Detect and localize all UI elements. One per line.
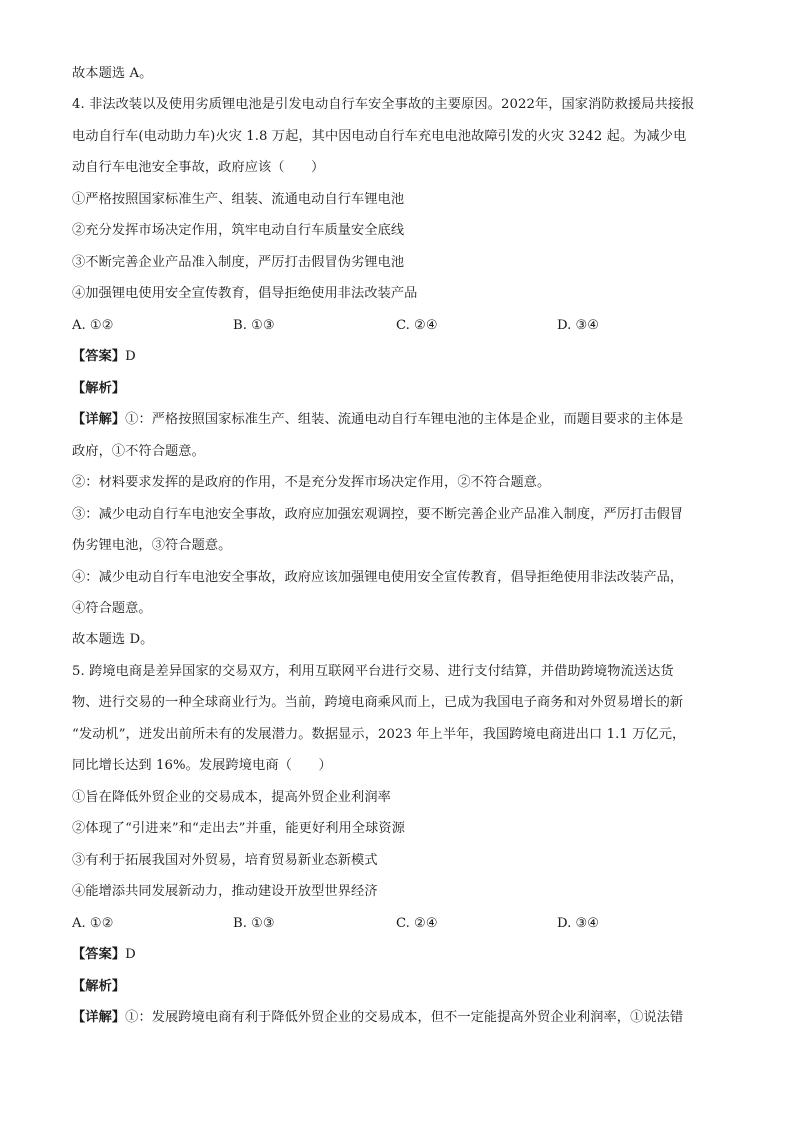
statement-3: ③不断完善企业产品准入制度，严厉打击假冒伪劣锂电池 xyxy=(72,255,405,270)
answer-value: D xyxy=(125,349,136,364)
detail-line xyxy=(72,1008,683,1028)
statement-1: ①旨在降低外贸企业的交易成本，提高外贸企业利润率 xyxy=(72,790,391,805)
statement-3: ③有利于拓展我国对外贸易，培育贸易新业态新模式 xyxy=(72,853,378,868)
text-line: ④：减少电动自行车电池安全事故，政府应该加强锂电使用安全宣传教育，倡导拒绝使用非法改装产品， xyxy=(72,570,684,585)
statement-4: ④能增添共同发展新动力，推动建设开放型世界经济 xyxy=(72,884,378,899)
detail-line xyxy=(72,410,683,430)
option-b: B. ①③ xyxy=(233,318,275,333)
statement-2: ②体现了“引进来”和“走出去”并重，能更好利用全球资源 xyxy=(72,821,405,836)
answer-tag: 【答案】 xyxy=(72,349,126,364)
option-c: C. ②④ xyxy=(396,916,438,931)
answer-value: D xyxy=(125,947,136,962)
text-line: 物、进行交易的一种全球商业行为。当前，跨境电商乘风而上，已成为我国电子商务和对外贸易增长的新 xyxy=(72,695,684,710)
question-4-stem: 4. 非法改装以及使用劣质锂电池是引发电动自行车安全事故的主要原因。2022年，国家消防救援局共接报 xyxy=(72,97,695,112)
statement-1: ①严格按照国家标准生产、组装、流通电动自行车锂电池 xyxy=(72,192,405,207)
analysis-tag: 【解析】 xyxy=(72,381,126,396)
detail-tag: 【详解】 xyxy=(72,412,126,427)
statement-2: ②充分发挥市场决定作用，筑牢电动自行车质量安全底线 xyxy=(72,223,405,238)
text-line: ③：减少电动自行车电池安全事故，政府应加强宏观调控，要不断完善企业产品准入制度，严厉打击假冒 xyxy=(72,507,684,522)
text-line: 电动自行车(电动助力车)火灾 1.8 万起，其中因电动自行车充电电池故障引发的火灾 3242 起。为减少电 xyxy=(72,129,687,144)
text-line: 故本题选 A。 xyxy=(72,66,153,81)
option-b: B. ①③ xyxy=(233,916,275,931)
text-line: 伪劣锂电池，③符合题意。 xyxy=(72,538,232,553)
answer-line xyxy=(72,945,136,965)
detail-tag: 【详解】 xyxy=(72,1010,126,1025)
option-d: D. ③④ xyxy=(557,916,600,931)
answer-line xyxy=(72,347,136,367)
detail-text: ①：发展跨境电商有利于降低外贸企业的交易成本，但不一定能提高外贸企业利润率，①说法错 xyxy=(125,1010,684,1025)
text-line: ②：材料要求发挥的是政府的作用，不是充分发挥市场决定作用，②不符合题意。 xyxy=(72,475,551,490)
statement-4: ④加强锂电使用安全宣传教育，倡导拒绝使用非法改装产品 xyxy=(72,286,418,301)
option-a: A. ①② xyxy=(72,318,114,333)
text-line: 政府，①不符合题意。 xyxy=(72,444,205,459)
answer-tag: 【答案】 xyxy=(72,947,126,962)
text-line: “发动机”，迸发出前所未有的发展潜力。数据显示，2023 年上半年，我国跨境电商进出口 1.1 万亿元， xyxy=(72,727,686,742)
detail-text: ①：严格按照国家标准生产、组装、流通电动自行车锂电池的主体是企业，而题目要求的主体是 xyxy=(125,412,684,427)
text-line: ④符合题意。 xyxy=(72,601,152,616)
text-line: 动自行车电池安全事故，政府应该（ ） xyxy=(72,160,325,175)
text-line: 故本题选 D。 xyxy=(72,632,154,647)
analysis-tag: 【解析】 xyxy=(72,979,126,994)
text-line: 同比增长达到 16%。发展跨境电商（ ） xyxy=(72,758,332,773)
option-c: C. ②④ xyxy=(396,318,438,333)
option-a: A. ①② xyxy=(72,916,114,931)
option-d: D. ③④ xyxy=(557,318,600,333)
question-5-stem: 5. 跨境电商是差异国家的交易双方，利用互联网平台进行交易、进行支付结算，并借助跨境物流送达货 xyxy=(72,664,674,679)
